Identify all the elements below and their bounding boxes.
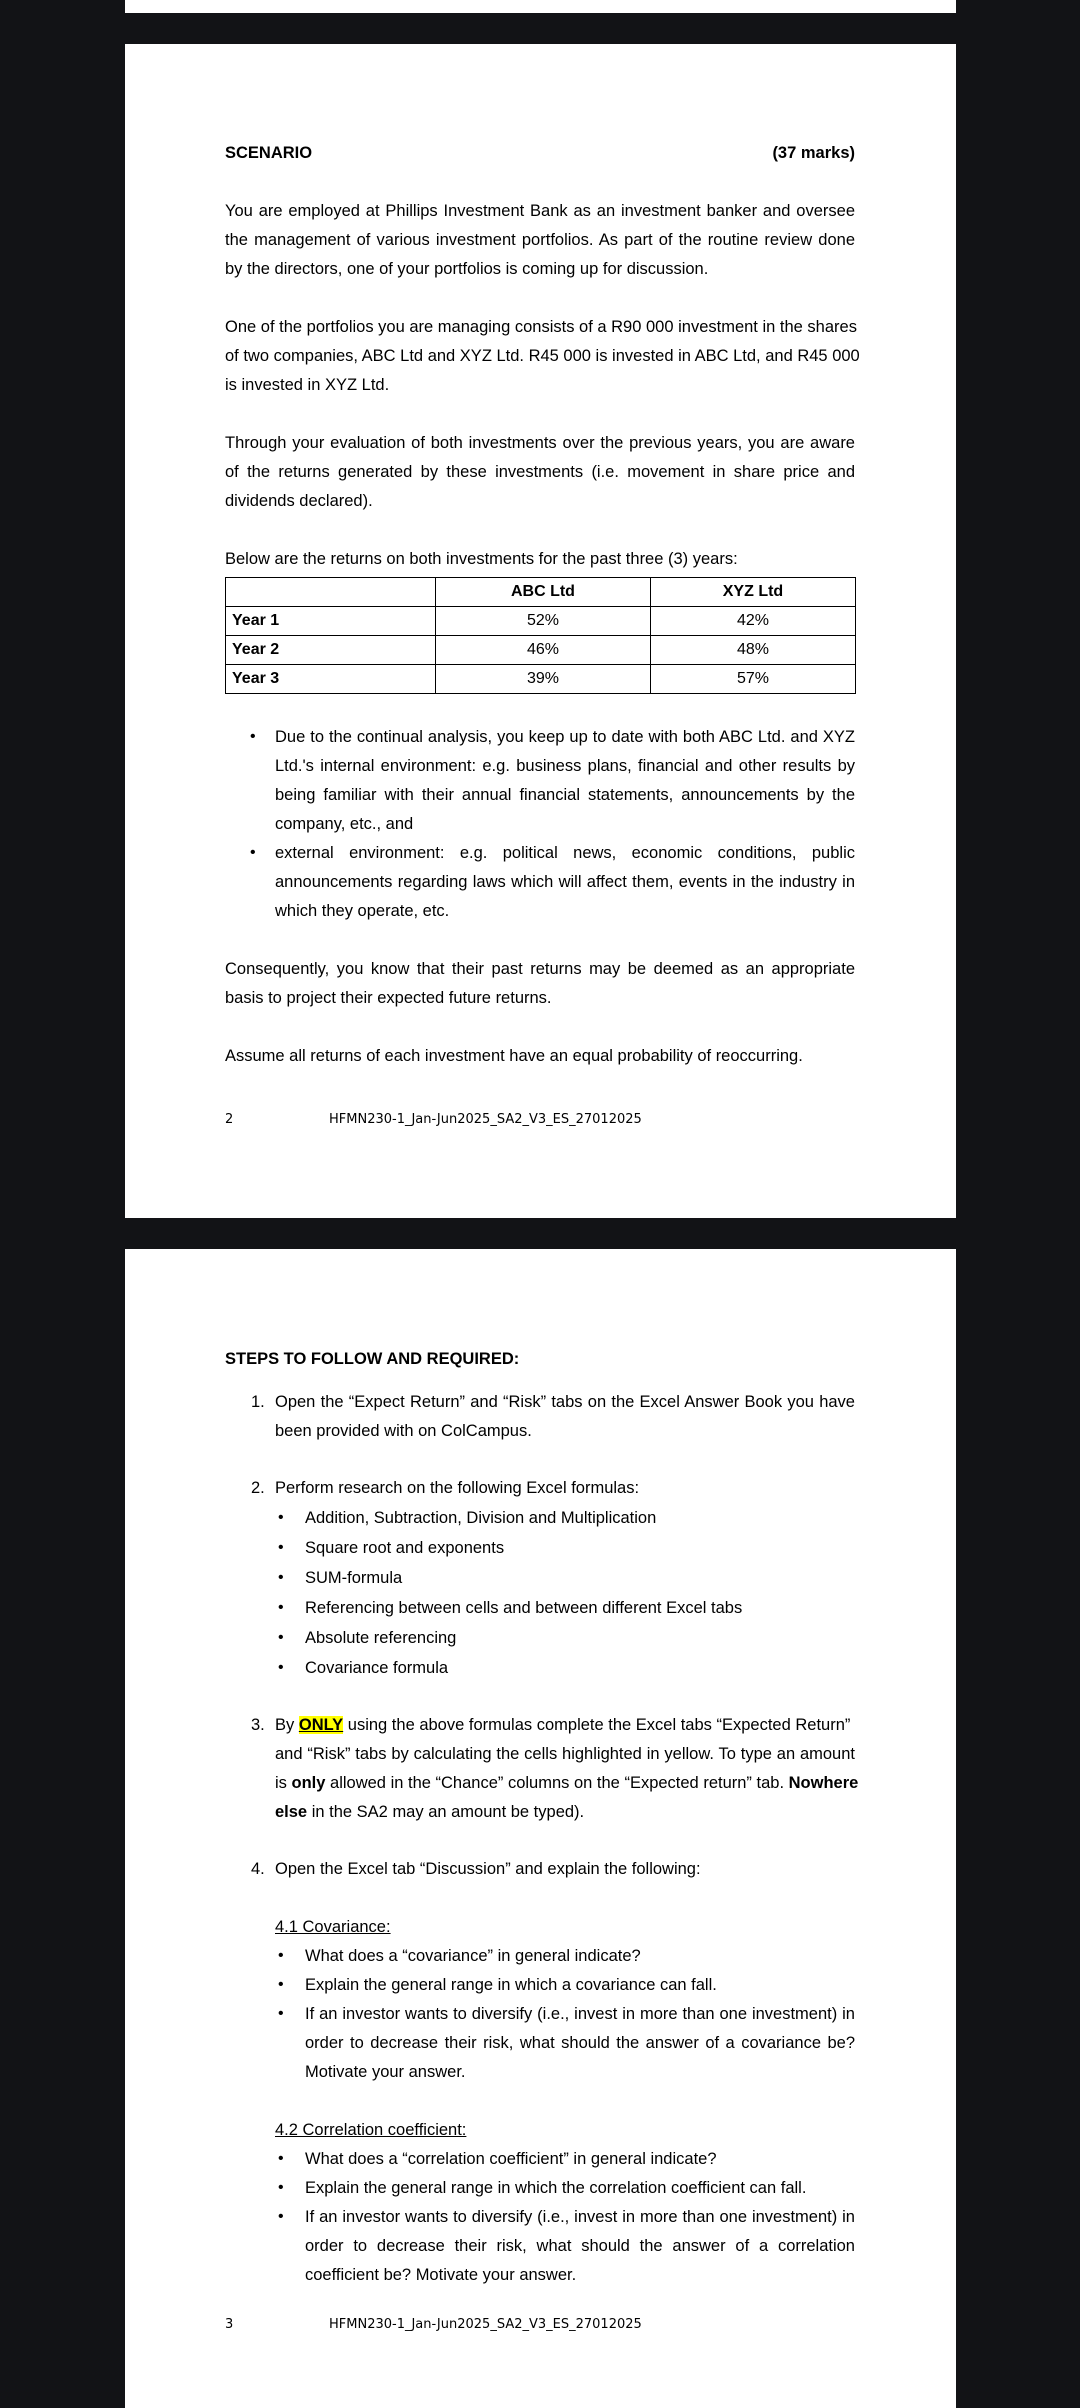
bullet-icon: • bbox=[278, 2179, 284, 2196]
table-header-cell bbox=[226, 578, 436, 607]
paragraph-line: basis to project their expected future returns. bbox=[225, 989, 552, 1007]
previous-page-edge bbox=[125, 0, 956, 13]
abc-return: 46% bbox=[436, 636, 651, 665]
bullet-icon: • bbox=[278, 2208, 284, 2225]
correlation-title: 4.2 Correlation coefficient: bbox=[275, 2121, 467, 2139]
step-number: 3. bbox=[251, 1716, 265, 1734]
step-bold-text: else bbox=[275, 1803, 308, 1821]
step-bold-text: only bbox=[291, 1774, 326, 1792]
table-header-cell: ABC Ltd bbox=[436, 578, 651, 607]
paragraph-line: You are employed at Phillips Investment Bank as an investment banker and oversee bbox=[225, 202, 855, 220]
formula-item: SUM-formula bbox=[305, 1569, 403, 1587]
xyz-return: 57% bbox=[650, 665, 855, 694]
page-number: 2 bbox=[225, 1112, 234, 1127]
only-highlight: ONLY bbox=[298, 1716, 344, 1734]
bullet-icon: • bbox=[250, 728, 256, 745]
covariance-title: 4.1 Covariance: bbox=[275, 1918, 391, 1936]
step-text: is bbox=[275, 1774, 287, 1792]
formula-item: Square root and exponents bbox=[305, 1539, 505, 1557]
bullet-line: announcements regarding laws which will affect them, events in the industry in bbox=[275, 873, 855, 891]
paragraph-line: Through your evaluation of both investments over the previous years, you are aware bbox=[225, 434, 855, 452]
formula-item: Addition, Subtraction, Division and Multiplication bbox=[305, 1509, 657, 1527]
question-item: Explain the general range in which the correlation coefficient can fall. bbox=[305, 2179, 807, 2197]
step-text: in the SA2 may an amount be typed). bbox=[311, 1803, 585, 1821]
step-text: allowed in the “Chance” columns on the “Expected return” tab. bbox=[330, 1774, 785, 1792]
question-line: If an investor wants to diversify (i.e., invest in more than one investment) in bbox=[305, 2005, 855, 2023]
bullet-icon: • bbox=[278, 1569, 284, 1586]
step-number: 2. bbox=[251, 1479, 265, 1497]
paragraph-line: dividends declared). bbox=[225, 492, 373, 510]
paragraph-line: One of the portfolios you are managing consists of a R90 000 investment in the shares bbox=[225, 318, 857, 336]
document-page-3 bbox=[125, 1249, 956, 2408]
page-number: 3 bbox=[225, 2317, 234, 2332]
table-header-cell: XYZ Ltd bbox=[650, 578, 855, 607]
returns-table bbox=[225, 577, 856, 694]
abc-return: 52% bbox=[436, 607, 651, 636]
table-row bbox=[226, 607, 856, 636]
step-line: Open the “Expect Return” and “Risk” tabs on the Excel Answer Book you have bbox=[275, 1393, 855, 1411]
question-item: Explain the general range in which a covariance can fall. bbox=[305, 1976, 717, 1994]
step-line bbox=[275, 1803, 584, 1822]
bullet-icon: • bbox=[278, 1509, 284, 1526]
bullet-line: company, etc., and bbox=[275, 815, 414, 833]
step-bold-text: Nowhere bbox=[788, 1774, 859, 1792]
step-line bbox=[275, 1774, 858, 1793]
step-number: 1. bbox=[251, 1393, 265, 1411]
step-number: 4. bbox=[251, 1860, 265, 1878]
bullet-icon: • bbox=[250, 844, 256, 861]
paragraph-line: the management of various investment portfolios. As part of the routine review done bbox=[225, 231, 855, 249]
formula-item: Covariance formula bbox=[305, 1659, 449, 1677]
paragraph-line: is invested in XYZ Ltd. bbox=[225, 376, 390, 394]
paragraph-line: of two companies, ABC Ltd and XYZ Ltd. R45 000 is invested in ABC Ltd, and R45 000 bbox=[225, 347, 860, 365]
xyz-return: 48% bbox=[650, 636, 855, 665]
document-page-2 bbox=[125, 44, 956, 1218]
scenario-heading: SCENARIO bbox=[225, 144, 313, 162]
table-row bbox=[226, 636, 856, 665]
question-line: coefficient be? Motivate your answer. bbox=[305, 2266, 577, 2284]
question-item: What does a “correlation coefficient” in general indicate? bbox=[305, 2150, 717, 2168]
bullet-icon: • bbox=[278, 1659, 284, 1676]
bullet-line: Due to the continual analysis, you keep up to date with both ABC Ltd. and XYZ bbox=[275, 728, 855, 746]
step-line: and “Risk” tabs by calculating the cells highlighted in yellow. To type an amount bbox=[275, 1745, 855, 1763]
bullet-icon: • bbox=[278, 1599, 284, 1616]
formula-item: Absolute referencing bbox=[305, 1629, 457, 1647]
row-label: Year 2 bbox=[226, 636, 436, 665]
bullet-icon: • bbox=[278, 1947, 284, 1964]
step-text: using the above formulas complete the Excel tabs “Expected Return” bbox=[347, 1716, 851, 1734]
step-line: been provided with on ColCampus. bbox=[275, 1422, 532, 1440]
footer-code: HFMN230-1_Jan-Jun2025_SA2_V3_ES_27012025 bbox=[329, 1112, 642, 1127]
bullet-line: Ltd.'s internal environment: e.g. business plans, financial and other results by bbox=[275, 757, 855, 775]
abc-return: 39% bbox=[436, 665, 651, 694]
question-line: order to decrease their risk, what should the answer of a correlation bbox=[305, 2237, 855, 2255]
step-text: By bbox=[275, 1716, 295, 1734]
bullet-line: which they operate, etc. bbox=[275, 902, 450, 920]
question-line: Motivate your answer. bbox=[305, 2063, 466, 2081]
footer-code: HFMN230-1_Jan-Jun2025_SA2_V3_ES_27012025 bbox=[329, 2317, 642, 2332]
step-line bbox=[275, 1716, 850, 1735]
paragraph-line: by the directors, one of your portfolios is coming up for discussion. bbox=[225, 260, 709, 278]
formula-item: Referencing between cells and between different Excel tabs bbox=[305, 1599, 743, 1617]
steps-heading: STEPS TO FOLLOW AND REQUIRED: bbox=[225, 1350, 520, 1368]
bullet-icon: • bbox=[278, 1539, 284, 1556]
paragraph-line: Assume all returns of each investment have an equal probability of reoccurring. bbox=[225, 1047, 803, 1065]
row-label: Year 1 bbox=[226, 607, 436, 636]
marks-label: (37 marks) bbox=[772, 144, 855, 162]
table-row bbox=[226, 665, 856, 694]
paragraph-line: Consequently, you know that their past returns may be deemed as an appropriate bbox=[225, 960, 855, 978]
bullet-icon: • bbox=[278, 1976, 284, 1993]
question-line: If an investor wants to diversify (i.e., invest in more than one investment) in bbox=[305, 2208, 855, 2226]
bullet-line: being familiar with their annual financial statements, announcements by the bbox=[275, 786, 855, 804]
bullet-line: external environment: e.g. political news, economic conditions, public bbox=[275, 844, 855, 862]
step-line: Open the Excel tab “Discussion” and explain the following: bbox=[275, 1860, 701, 1878]
table-header-row bbox=[226, 578, 856, 607]
step-line: Perform research on the following Excel formulas: bbox=[275, 1479, 640, 1497]
table-intro: Below are the returns on both investments for the past three (3) years: bbox=[225, 550, 738, 568]
question-item: What does a “covariance” in general indicate? bbox=[305, 1947, 641, 1965]
bullet-icon: • bbox=[278, 1629, 284, 1646]
paragraph-line: of the returns generated by these investments (i.e. movement in share price and bbox=[225, 463, 855, 481]
row-label: Year 3 bbox=[226, 665, 436, 694]
xyz-return: 42% bbox=[650, 607, 855, 636]
bullet-icon: • bbox=[278, 2005, 284, 2022]
bullet-icon: • bbox=[278, 2150, 284, 2167]
question-line: order to decrease their risk, what should the answer of a covariance be? bbox=[305, 2034, 855, 2052]
